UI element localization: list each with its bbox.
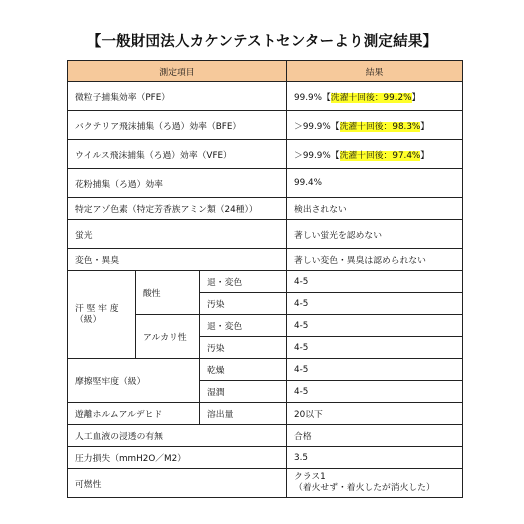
row-label: 可燃性 [68,469,287,498]
row-value: 著しい蛍光を認めない [287,220,463,249]
wash-highlight: 洗濯十回後：97.4% [339,150,421,161]
row-value: ＞99.9%【洗濯十回後：98.3%】 [287,111,463,140]
row-label: 遊離ホルムアルデヒド [68,403,200,425]
header-item: 測定項目 [68,61,287,82]
row-value: ＞99.9%【洗濯十回後：97.4%】 [287,140,463,169]
row-label: 圧力損失（mmH2O／M2） [68,447,287,469]
alkali-label: アルカリ性 [136,315,200,359]
row-value: 4-5 [287,337,463,359]
wash-highlight: 洗濯十回後：99.2% [330,92,412,103]
table-row [68,82,463,111]
sub-label: 汚染 [200,337,287,359]
sub-label: 汚染 [200,293,287,315]
row-label: 変色・異臭 [68,249,287,271]
sub-label: 溶出量 [200,403,287,425]
sub-label: 乾燥 [200,359,287,381]
table-row [68,403,463,425]
row-value: 著しい変色・異臭は認められない [287,249,463,271]
row-label: ウイルス飛沫捕集（ろ過）効率（VFE） [68,140,287,169]
row-value: 99.4% [287,169,463,198]
sub-label: 退・変色 [200,271,287,293]
row-label: 蛍光 [68,220,287,249]
row-value: 99.9%【洗濯十回後：99.2%】 [287,82,463,111]
row-label: 人工血液の浸透の有無 [68,425,287,447]
row-value: 検出されない [287,198,463,220]
row-value: 3.5 [287,447,463,469]
row-value: 4-5 [287,381,463,403]
row-label: 特定アゾ色素（特定芳香族アミン類（24種）） [68,198,287,220]
table-header-row [68,61,463,82]
header-result: 結果 [287,61,463,82]
table-row [68,169,463,198]
table-row [68,198,463,220]
row-value: 20以下 [287,403,463,425]
table-row [68,111,463,140]
table-row [68,220,463,249]
sub-label: 退・変色 [200,315,287,337]
page-title: 【一般財団法人カケンテストセンターより測定結果】 [86,34,438,50]
row-value: 4-5 [287,315,463,337]
row-label: バクテリア飛沫捕集（ろ過）効率（BFE） [68,111,287,140]
table-row [68,271,463,293]
table-row [68,249,463,271]
table-row [68,359,463,381]
wash-highlight: 洗濯十回後：98.3% [339,121,421,132]
table-row [68,447,463,469]
sub-label: 湿潤 [200,381,287,403]
table-row [68,140,463,169]
sweat-fastness-label: 汗 堅 牢 度 （級） [68,271,136,359]
row-label: 微粒子捕集効率（PFE） [68,82,287,111]
row-value: 4-5 [287,293,463,315]
test-results-table [67,60,463,498]
rub-fastness-label: 摩擦堅牢度（級） [68,359,200,403]
table-row [68,469,463,498]
table-row [68,425,463,447]
row-value: クラス1 （着火せず・着火したが消火した） [287,469,463,498]
row-label: 花粉捕集（ろ過）効率 [68,169,287,198]
row-value: 合格 [287,425,463,447]
row-value: 4-5 [287,271,463,293]
acid-label: 酸性 [136,271,200,315]
row-value: 4-5 [287,359,463,381]
